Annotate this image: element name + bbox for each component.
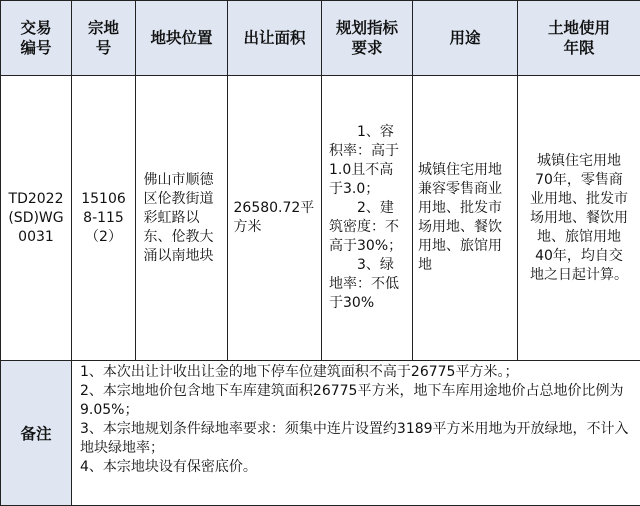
note-item: 1、本次出让计收出让金的地下停车位建筑面积不高于26775平方米。； <box>80 363 632 382</box>
parcel-no-cell: 151068-115（2） <box>72 76 136 361</box>
area-cell: 26580.72平方米 <box>228 76 322 361</box>
header-parcel-no: 宗地号 <box>72 1 136 76</box>
header-usage: 用途 <box>413 1 518 76</box>
location-cell: 佛山市顺德区伦教街道彩虹路以东、伦教大涌以南地块 <box>136 76 228 361</box>
data-row <box>1 76 640 361</box>
planning-item: 1、容积率：高于1.0且不高于3.0； <box>329 123 405 199</box>
header-row <box>1 1 640 76</box>
usage-cell: 城镇住宅用地兼容零售商业用地、批发市场用地、餐饮用地、旅馆用地 <box>413 76 518 361</box>
header-term: 土地使用年限 <box>518 1 640 76</box>
header-planning: 规划指标要求 <box>322 1 413 76</box>
notes-row <box>1 361 640 506</box>
term-cell: 城镇住宅用地70年，零售商业用地、批发市场用地、餐饮用地、旅馆用地40年，均自交地之日起计算。 <box>518 76 640 361</box>
header-deal-no: 交易编号 <box>1 1 72 76</box>
note-item: 2、本宗地地价包含地下车库建筑面积26775平方米，地下车库用途地价占总地价比例为9.05%； <box>80 382 632 420</box>
planning-cell <box>322 76 413 361</box>
planning-item: 2、建筑密度：不高于30%； <box>329 199 405 256</box>
header-area: 出让面积 <box>228 1 322 76</box>
planning-item: 3、绿地率：不低于30% <box>329 256 405 313</box>
note-item: 3、本宗地规划条件绿地率要求：须集中连片设置约3189平方米用地为开放绿地，不计入地块绿地率； <box>80 420 632 458</box>
header-location: 地块位置 <box>136 1 228 76</box>
notes-label: 备注 <box>1 361 72 506</box>
deal-no-cell: TD2022(SD)WG0031 <box>1 76 72 361</box>
notes-content <box>72 361 640 506</box>
note-item: 4、本宗地块设有保密底价。 <box>80 458 632 477</box>
